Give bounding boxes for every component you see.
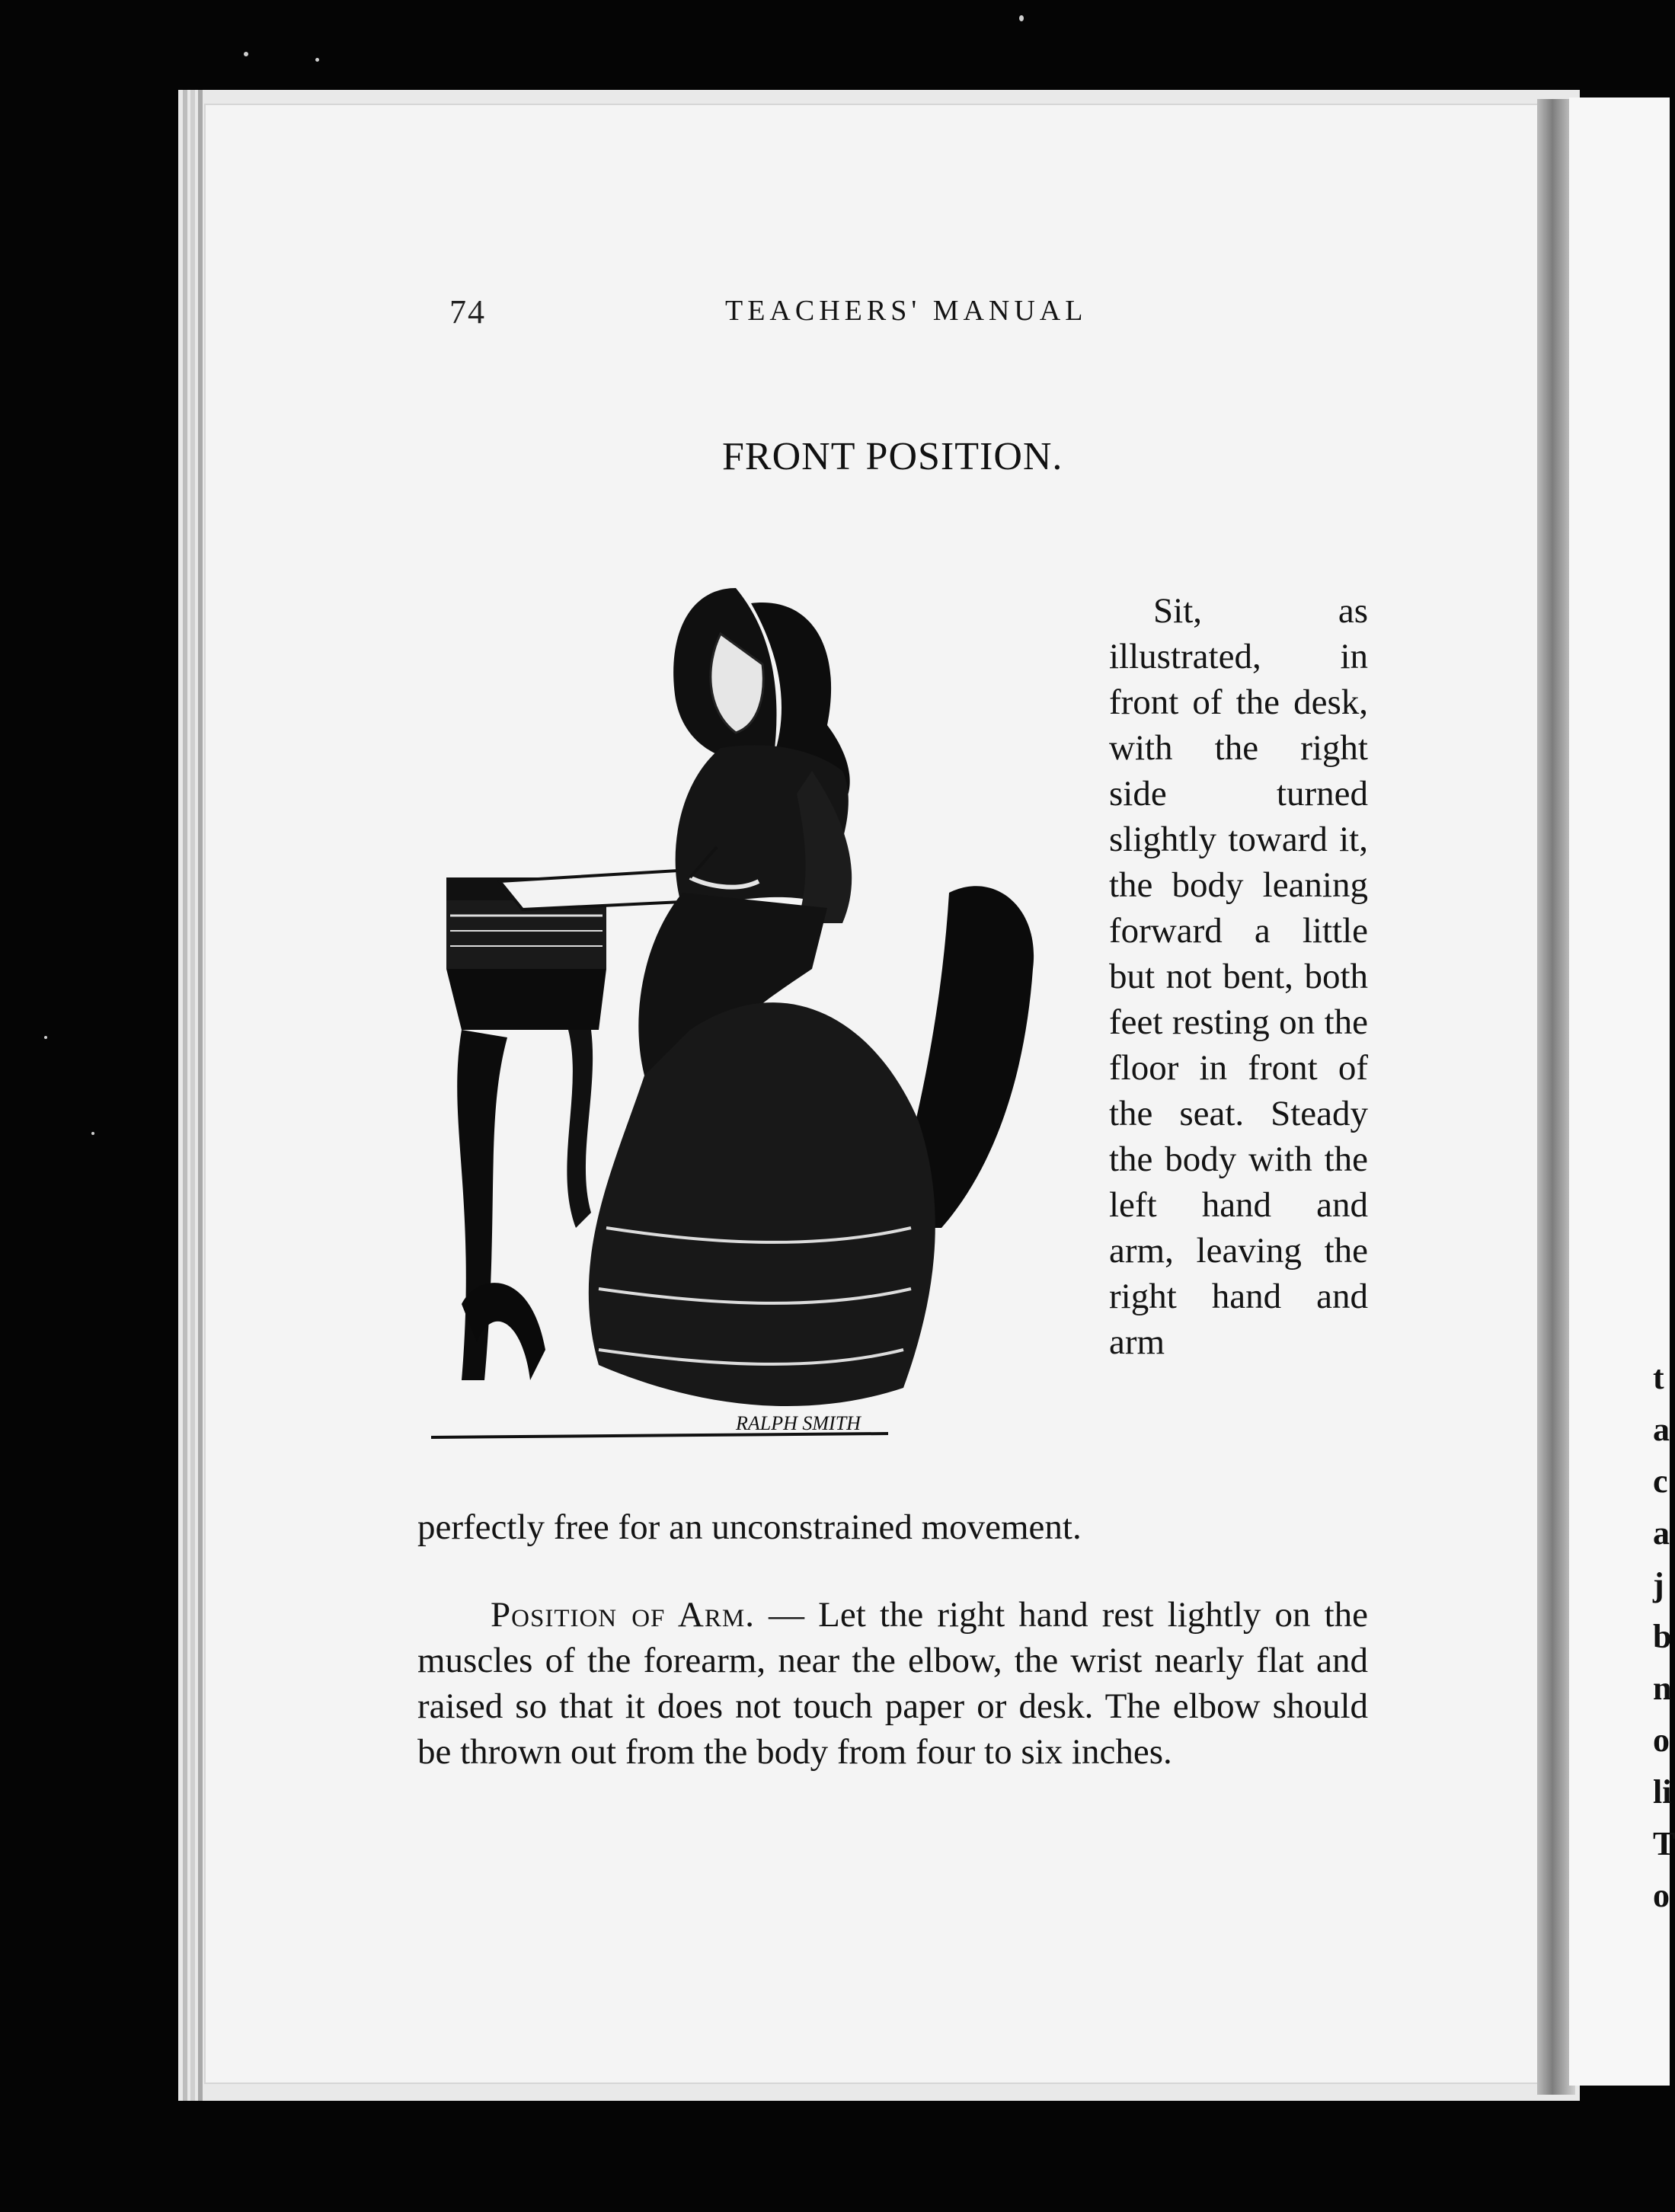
facing-page-fragment: a — [1653, 1411, 1670, 1448]
page-edge — [190, 90, 195, 2101]
facing-page-fragment: n — [1653, 1670, 1672, 1707]
page-edge — [183, 90, 187, 2101]
paragraph-continuation: perfectly free for an unconstrained movement. — [417, 1507, 1082, 1547]
running-head — [0, 292, 1670, 338]
seated-woman — [589, 588, 935, 1406]
page-number: 74 — [449, 293, 486, 331]
front-position-paragraph: Sit, as illustrated, in front of the desk, with the right side turned slightly toward it, the body leaning forward a little but not bent, both feet resting on the floor in front of the seat. Steady the body with the left hand and arm, leaving the right hand and arm — [1109, 591, 1368, 1362]
wrapped-column-text — [1109, 588, 1368, 1365]
facing-page-fragment: t — [1653, 1359, 1664, 1396]
heading-dash: — — [754, 1595, 819, 1635]
facing-page-fragment: T — [1653, 1825, 1675, 1862]
running-title: TEACHERS' MANUAL — [725, 295, 1088, 327]
position-of-arm-heading: Position of Arm. — [491, 1595, 755, 1635]
scan-speck — [44, 1036, 47, 1039]
facing-page-fragment: b — [1653, 1618, 1672, 1655]
facing-page-fragment: a — [1653, 1514, 1670, 1552]
position-of-arm-paragraph — [417, 1592, 1368, 1775]
scan-speck — [1019, 15, 1024, 21]
facing-page — [1569, 97, 1675, 2086]
scan-speck — [244, 52, 248, 56]
scan-speck — [91, 1132, 94, 1135]
facing-page-fragment: o — [1653, 1877, 1670, 1914]
facing-page-fragment: o — [1653, 1721, 1670, 1759]
facing-page-fragment: c — [1653, 1462, 1668, 1500]
woman-at-desk-illustration — [416, 542, 1071, 1487]
page-edge — [198, 90, 203, 2101]
position-of-arm-text: Let the right hand rest lightly on the muscles of the forearm, near the elbow, the wrist nearly flat and raised so that it does not touch paper or desk. The elbow should be thrown out from the body from four to six inches. — [417, 1595, 1368, 1772]
engraver-signature: RALPH SMITH — [736, 1412, 861, 1434]
scan-speck — [315, 58, 319, 62]
facing-page-fragment: j — [1653, 1566, 1664, 1603]
facing-page-fragment: li — [1653, 1773, 1672, 1811]
section-title: FRONT POSITION. — [722, 435, 1063, 478]
